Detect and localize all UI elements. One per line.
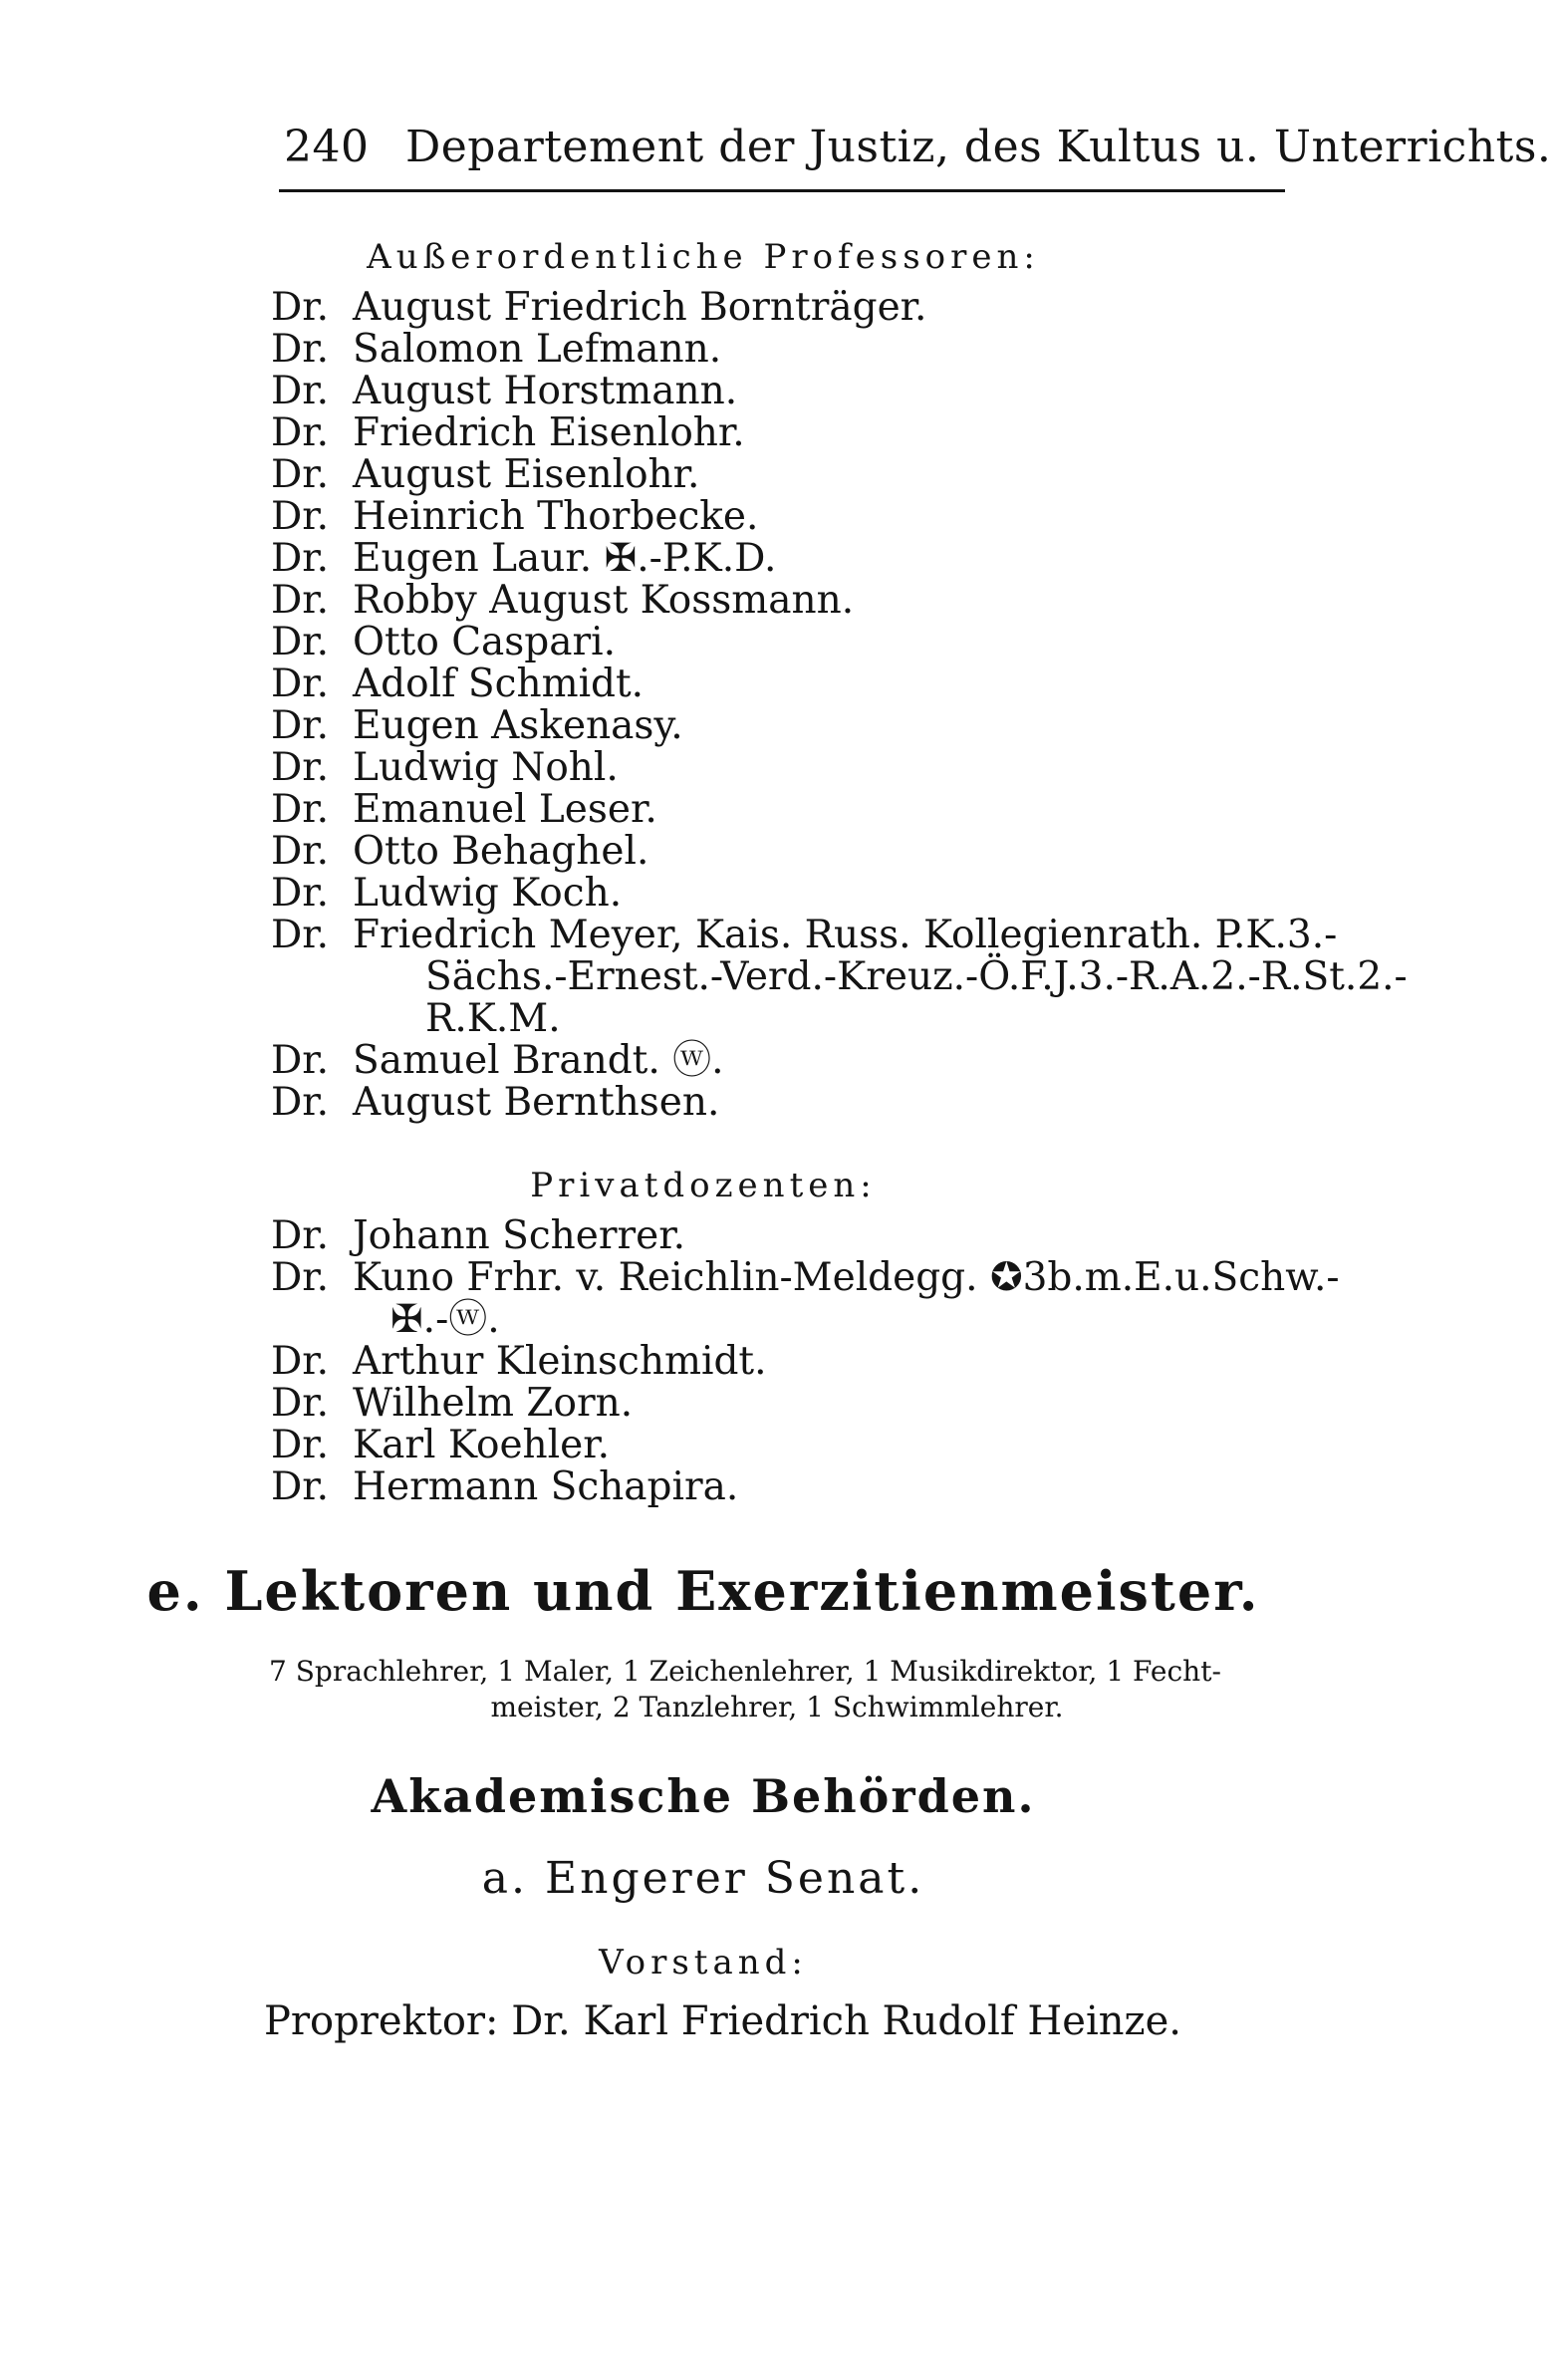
list-item: Dr. Kuno Frhr. v. Reichlin-Meldegg. ✪3b.m.E.u.Schw.-	[271, 1255, 1340, 1300]
page-number: 240	[284, 122, 370, 172]
list-item: Dr. Wilhelm Zorn.	[271, 1381, 634, 1426]
list-item: Dr. Friedrich Meyer, Kais. Russ. Kollegienrath. P.K.3.-	[271, 913, 1338, 957]
list-item: Dr. Samuel Brandt. ⓦ.	[271, 1038, 724, 1083]
list-item-continuation: Sächs.-Ernest.-Verd.-Kreuz.-Ö.F.J.3.-R.A.2.-R.St.2.-	[425, 954, 1408, 999]
list-item: Dr. Otto Caspari.	[271, 620, 617, 664]
list-item: Dr. August Bernthsen.	[271, 1080, 720, 1125]
list-item: Dr. Salomon Lefmann.	[271, 327, 722, 372]
privatdozenten-list	[271, 1215, 1340, 1508]
running-title: Departement der Justiz, des Kultus u. Unterrichts.	[404, 122, 1551, 172]
vorstand-label: Vorstand:	[599, 1943, 808, 1983]
list-item: Dr. August Horstmann.	[271, 369, 738, 413]
list-item: Dr. Karl Koehler.	[271, 1423, 610, 1467]
list-item: Dr. Adolf Schmidt.	[271, 661, 645, 706]
list-item: Dr. Eugen Laur. ✠.-P.K.D.	[271, 536, 777, 581]
list-item: Dr. Friedrich Eisenlohr.	[271, 410, 745, 455]
list-item: Dr. Johann Scherrer.	[271, 1213, 685, 1258]
list-item: Dr. Hermann Schapira.	[271, 1464, 739, 1509]
behoerden-heading: Akademische Behörden.	[371, 1769, 1036, 1823]
lektoren-heading: e. Lektoren und Exerzitienmeister.	[146, 1559, 1260, 1623]
list-item: Dr. Heinrich Thorbecke.	[271, 494, 759, 539]
list-item: Dr. August Friedrich Bornträger.	[271, 285, 927, 330]
note-line-2: meister, 2 Tanzlehrer, 1 Schwimmlehrer.	[490, 1691, 1064, 1723]
privatdozenten-heading: Privatdozenten:	[530, 1166, 877, 1205]
header-rule	[279, 189, 1285, 192]
list-item: Dr. Eugen Askenasy.	[271, 703, 683, 748]
list-item: Dr. Emanuel Leser.	[271, 787, 657, 832]
ausserordentliche-heading: Außerordentliche Professoren:	[367, 237, 1040, 277]
list-item: Dr. Ludwig Nohl.	[271, 745, 619, 790]
list-item-continuation: ✠.-ⓦ.	[390, 1297, 500, 1342]
note-line-1: 7 Sprachlehrer, 1 Maler, 1 Zeichenlehrer, 1 Musikdirektor, 1 Fecht-	[269, 1655, 1221, 1688]
ausserordentliche-list	[271, 287, 1408, 1124]
lektoren-note	[269, 1654, 1285, 1725]
senat-heading: a. Engerer Senat.	[481, 1853, 925, 1904]
list-item: Dr. Otto Behaghel.	[271, 829, 649, 874]
list-item: Dr. August Eisenlohr.	[271, 452, 700, 497]
list-item: Dr. Arthur Kleinschmidt.	[271, 1339, 767, 1384]
list-item: Dr. Ludwig Koch.	[271, 871, 623, 916]
list-item: Dr. Robby August Kossmann.	[271, 578, 855, 623]
running-head	[284, 122, 1551, 172]
list-item-continuation: R.K.M.	[425, 996, 561, 1041]
proprektor-line: Proprektor: Dr. Karl Friedrich Rudolf Heinze.	[264, 1998, 1181, 2044]
